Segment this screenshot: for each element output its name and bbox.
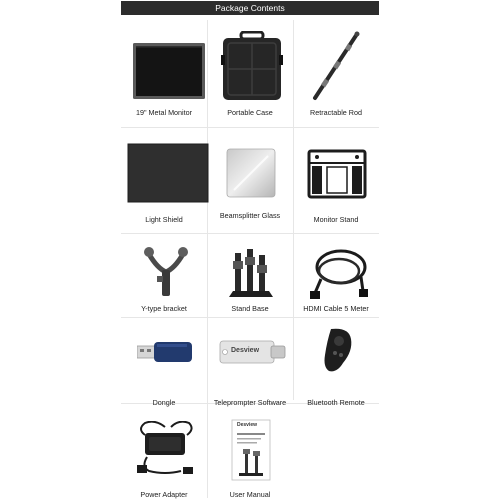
manual-icon xyxy=(231,419,271,481)
monitor-icon xyxy=(132,42,206,100)
item-bluetooth-remote xyxy=(293,317,379,407)
item-user-manual xyxy=(207,403,293,498)
item-label: Retractable Rod xyxy=(310,108,362,117)
item-label: Beamsplitter Glass xyxy=(219,211,281,220)
item-label: Portable Case xyxy=(227,108,273,117)
item-label: Y-type bracket xyxy=(141,304,187,313)
item-beamsplitter-glass xyxy=(207,127,293,233)
item-dongle xyxy=(121,317,207,407)
item-label: 19" Metal Monitor xyxy=(135,108,193,117)
stand-base-icon xyxy=(227,245,275,301)
item-label: Stand Base xyxy=(231,304,269,313)
case-icon xyxy=(221,31,283,101)
item-label: Teleprompter Software xyxy=(213,398,287,407)
dongle-icon xyxy=(137,339,193,365)
remote-icon xyxy=(321,327,355,375)
rod-icon xyxy=(311,30,363,102)
item-monitor-stand xyxy=(293,127,379,233)
item-label: User Manual xyxy=(229,490,271,499)
package-contents-grid xyxy=(121,20,379,498)
item-label: Light Shield xyxy=(145,215,183,224)
stand-icon xyxy=(307,149,367,199)
item-label: Bluetooth Remote xyxy=(307,398,365,407)
item-portable-case xyxy=(207,20,293,127)
hdmi-cable-icon xyxy=(307,241,369,301)
item-label: Power Adapter xyxy=(140,490,188,499)
manual-brand-text: Desview xyxy=(237,422,258,428)
power-adapter-icon xyxy=(135,421,197,477)
header-title: Package Contents xyxy=(215,3,285,13)
bracket-icon xyxy=(143,244,189,302)
glass-icon xyxy=(226,148,276,198)
item-metal-monitor xyxy=(121,20,207,127)
item-teleprompter-software xyxy=(207,317,293,407)
package-contents-header xyxy=(121,1,379,15)
item-y-bracket xyxy=(121,233,207,317)
item-light-shield xyxy=(121,127,207,233)
item-label: HDMI Cable 5 Meter xyxy=(303,304,369,313)
item-power-adapter xyxy=(121,403,207,498)
item-hdmi-cable xyxy=(293,233,379,317)
item-retractable-rod xyxy=(293,20,379,127)
item-label: Dongle xyxy=(152,398,176,407)
usb-brand-text: Desview xyxy=(231,347,260,354)
item-label: Monitor Stand xyxy=(313,215,359,224)
item-stand-base xyxy=(207,233,293,317)
light-shield-icon xyxy=(127,143,209,203)
